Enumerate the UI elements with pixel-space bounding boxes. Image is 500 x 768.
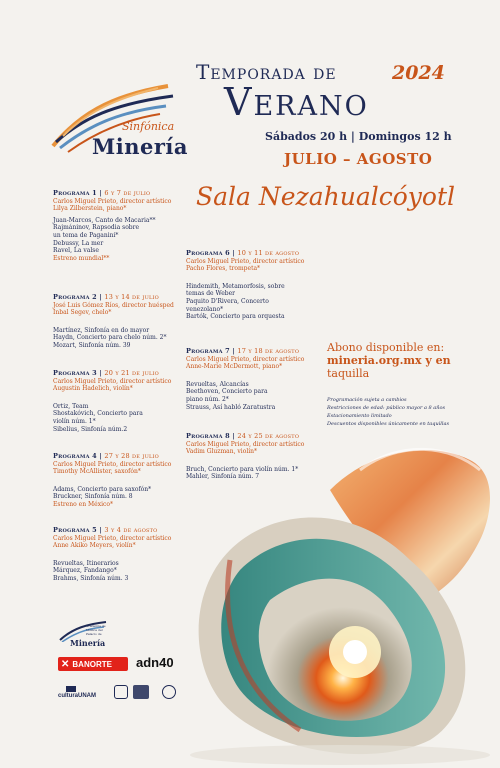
program-3: Programa 3 | 20 y 21 de julio Carlos Miguel Prieto, director artístico Augustin Hadelich, violín* Ortiz, Team Shostakóvich, Concierto para violín núm. 1* Sibelius, Sinfonía núm.2 [53,370,213,433]
program-cast: Carlos Miguel Prieto, director artístico [186,355,305,363]
engineering-seal-icon [162,685,176,699]
program-work: Adams, Concierto para saxofón* [53,485,152,493]
program-cast: Inbal Segev, chelo* [53,309,112,317]
program-date: 13 y 14 de julio [104,293,159,301]
fineprint-line: Programación sujeta a cambios [327,397,407,403]
program-work: Beethoven, Concierto para [186,388,268,396]
fineprint-line: Descuentos disponibles únicamente en taquillas [327,421,450,427]
program-note: Estreno mundial** [53,254,110,262]
program-work: Debussy, La mer [53,239,104,247]
header-schedule: Sábados 20 h | Domingos 12 h [265,130,452,143]
program-work: Revueltas, Itinerarios [53,559,119,567]
program-2: Programa 2 | 13 y 14 de julio José Luis Gómez Ríos, director huésped Inbal Segev, chelo* Martínez, Sinfonía en do mayor Haydn, Concierto para chelo núm. 2* Mozart, Sinfonía núm. 39 [53,294,213,350]
adn40-logo: adn40 [136,655,174,670]
fineprint-line: Estacionamiento limitado [327,413,392,419]
program-7: Programa 7 | 17 y 18 de agosto Carlos Miguel Prieto, director artístico Anne-Marie McDermott, piano* Revueltas, Alcancías Beethoven, Concierto para piano núm. 2* Strauss, Así habló Zaratustra [186,348,346,411]
program-cast: Augustin Hadelich, violín* [53,385,133,393]
program-work: Ravel, La valse [53,247,99,255]
program-cast: Vadim Gluzman, violín* [186,448,258,456]
program-work: Mozart, Sinfonía núm. 39 [53,341,131,349]
program-work: Márquez, Fandango* [53,567,117,575]
program-5: Programa 5 | 3 y 4 de agosto Carlos Miguel Prieto, director artístico Anne Akiko Meyers, violín* Revueltas, Itinerarios Márquez, Fandango* Brahms, Sinfonía núm. 3 [53,527,213,583]
program-cast: Carlos Miguel Prieto, director artístico [186,440,305,448]
unam-seal-icon [114,685,128,699]
program-date: 6 y 7 de julio [104,189,151,197]
academia-logo-mineria: Minería [70,638,106,648]
program-note: Estreno en México* [53,500,113,508]
fineprint-line: Restricciones de edad: público mayor a 8 años [327,405,446,411]
program-6: Programa 6 | 10 y 11 de agosto Carlos Miguel Prieto, director artístico Pacho Flores, trompeta* Hindemith, Metamorfosis, sobre temas de Weber Paquito D'Rivera, Concerto venezolano* Bartók, Concierto para orquesta [186,250,346,321]
fineprint [327,396,449,428]
header-temporada: Temporada de [196,60,337,84]
header-venue: Sala Nezahualcóyotl [196,182,455,211]
program-label: Programa 3 [53,369,97,377]
program-label: Programa 5 [53,526,97,534]
program-label: Programa 4 [53,452,97,460]
header-year: 2024 [392,62,445,84]
abono-line3: taquilla [327,367,370,380]
program-date: 3 y 4 de agosto [104,526,158,534]
program-cast: Pacho Flores, trompeta* [186,265,261,273]
program-cast: Carlos Miguel Prieto, director artístico [53,460,172,468]
program-4: Programa 4 | 27 y 28 de julio Carlos Miguel Prieto, director artístico Timothy McAllister, saxofón* Adams, Concierto para saxofón* Bruckner, Sinfonía núm. 8 Estreno en México* [53,453,213,509]
program-work: Martínez, Sinfonía en do mayor [53,326,150,334]
program-work: Paquito D'Rivera, Concerto [186,297,269,305]
logo-sinfonica: Sinfónica [122,120,175,133]
program-work: Mahler, Sinfonía núm. 7 [186,473,260,481]
program-work: Brahms, Sinfonía núm. 3 [53,574,129,582]
program-date: 24 y 25 de agosto [237,432,300,440]
program-cast: José Luis Gómez Ríos, director huésped [53,301,174,309]
banorte-logo [58,657,128,671]
logo-mineria: Minería [92,134,189,159]
program-work: Juan-Marcos, Canto de Macaria** [53,216,156,224]
program-work: Ortiz, Team [53,402,89,410]
cultura-unam-label: culturaUNAM [58,693,97,699]
program-work: Hindemith, Metamorfosis, sobre [186,282,285,290]
academia-logo-text: Academia de Música del Palacio de [86,624,106,636]
program-label: Programa 7 [186,347,230,355]
program-work: Bruch, Concierto para violín núm. 1* [186,465,299,473]
program-cast: Carlos Miguel Prieto, director artístico [53,534,172,542]
cultura-unam-logo [58,686,96,699]
program-work: Bruckner, Sinfonía núm. 8 [53,493,133,501]
program-date: 17 y 18 de agosto [237,347,300,355]
program-cast: Carlos Miguel Prieto, director artístico [53,377,172,385]
program-work: Sibelius, Sinfonía núm.2 [53,425,128,433]
program-work: Revueltas, Alcancías [186,380,249,388]
cultura-unam-icon [66,686,76,692]
program-cast: Anne-Marie McDermott, piano* [186,363,283,371]
abono-block [327,341,451,380]
abono-line1: Abono disponible en: [327,341,445,354]
sponsor-icon-2 [133,685,149,699]
program-work: un tema de Paganini* [53,231,119,239]
program-work: temas de Weber [186,290,236,298]
program-cast: Anne Akiko Meyers, violín* [53,542,136,550]
program-label: Programa 2 [53,293,97,301]
program-8: Programa 8 | 24 y 25 de agosto Carlos Miguel Prieto, director artístico Vadim Gluzman, violín* Bruch, Concierto para violín núm. 1* Mahler, Sinfonía núm. 7 [186,433,346,481]
program-work: Shostakóvich, Concierto para [53,410,143,418]
program-label: Programa 6 [186,249,230,257]
program-work: Bartók, Concierto para orquesta [186,313,285,321]
program-label: Programa 8 [186,432,230,440]
banorte-label: BANORTE [72,659,112,669]
program-1: Programa 1 | 6 y 7 de julio Carlos Miguel Prieto, director artístico Lilya Zilberstein, piano* Juan-Marcos, Canto de Macaria** Rajmáninov, Rapsodia sobre un tema de Paganini* Debussy, La mer Ravel, La valse Estreno mundial** [53,190,213,262]
banorte-icon: ✕ [61,658,70,670]
program-work: Haydn, Concierto para chelo núm. 2* [53,334,167,342]
program-work: violín núm. 1* [53,417,96,425]
program-work: venezolano* [186,305,224,313]
header-verano: Verano [224,80,369,124]
abono-link[interactable]: mineria.org.mx y en [327,354,451,367]
program-work: Rajmáninov, Rapsodia sobre [53,224,140,232]
program-date: 20 y 21 de julio [104,369,159,377]
header-months: JULIO – AGOSTO [284,150,433,168]
program-cast: Timothy McAllister, saxofón* [53,468,141,476]
program-date: 27 y 28 de julio [104,452,159,460]
program-cast: Lilya Zilberstein, piano* [53,205,127,213]
program-cast: Carlos Miguel Prieto, director artístico [53,197,172,205]
program-label: Programa 1 [53,189,97,197]
program-work: piano núm. 2* [186,395,229,403]
program-date: 10 y 11 de agosto [237,249,300,257]
program-cast: Carlos Miguel Prieto, director artístico [186,257,305,265]
program-work: Strauss, Así habló Zaratustra [186,403,276,411]
